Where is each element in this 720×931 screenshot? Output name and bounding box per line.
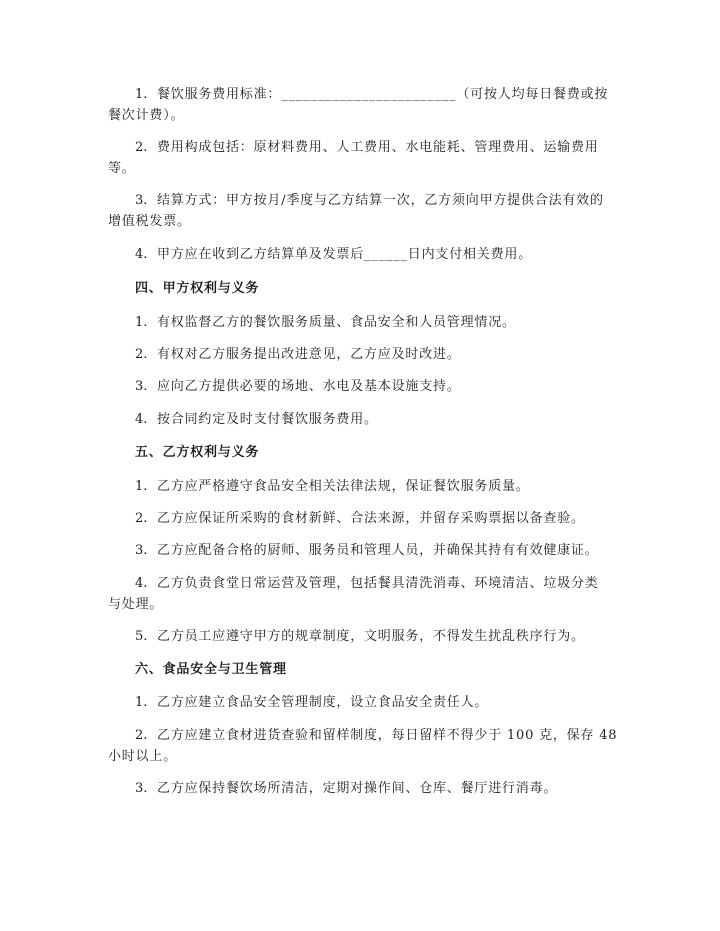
party-b-clause-4 bbox=[108, 573, 628, 615]
section-heading-party-b bbox=[108, 442, 628, 463]
clause-number: 1. bbox=[135, 87, 148, 102]
party-a-clause-4 bbox=[108, 409, 628, 430]
section-heading-food-safety bbox=[108, 659, 628, 680]
clause-text: 有权对乙方服务提出改进意见，乙方应及时改进。 bbox=[157, 347, 461, 362]
clause-text: 结算方式：甲方按月/季度与乙方结算一次，乙方须向甲方提供合法有效的 bbox=[157, 193, 604, 208]
party-b-clause-5 bbox=[108, 626, 628, 647]
clause-number: 4. bbox=[135, 247, 148, 262]
clause-number: 2. bbox=[135, 511, 148, 526]
clause-text-continued: 与处理。 bbox=[108, 597, 164, 612]
clause-text: 甲方应在收到乙方结算单及发票后______日内支付相关费用。 bbox=[157, 247, 532, 262]
clause-text: 按合同约定及时支付餐饮服务费用。 bbox=[157, 412, 378, 427]
party-b-clause-3 bbox=[108, 540, 628, 561]
clause-text: 乙方应配备合格的厨师、服务员和管理人员，并确保其持有有效健康证。 bbox=[157, 543, 599, 558]
clause-number: 2. bbox=[135, 728, 148, 743]
fee-clause-1 bbox=[108, 84, 628, 126]
clause-number: 1. bbox=[135, 695, 148, 710]
clause-number: 4. bbox=[135, 576, 148, 591]
clause-text: 乙方应建立食品安全管理制度，设立食品安全责任人。 bbox=[157, 695, 489, 710]
clause-number: 1. bbox=[135, 315, 148, 330]
clause-number: 3. bbox=[135, 379, 148, 394]
section-heading-text: 六、食品安全与卫生管理 bbox=[135, 662, 287, 677]
clause-text: 餐饮服务费用标准：________________________（可按人均每日餐费或按 bbox=[157, 87, 609, 102]
party-b-clause-1 bbox=[108, 476, 628, 497]
clause-text: 乙方应保持餐饮场所清洁，定期对操作间、仓库、餐厅进行消毒。 bbox=[157, 781, 558, 796]
fee-clause-2 bbox=[108, 137, 628, 179]
clause-number: 2. bbox=[135, 140, 148, 155]
clause-number: 5. bbox=[135, 629, 148, 644]
clause-number: 3. bbox=[135, 543, 148, 558]
party-b-clause-2 bbox=[108, 508, 628, 529]
clause-text: 乙方员工应遵守甲方的规章制度，文明服务，不得发生扰乱秩序行为。 bbox=[157, 629, 585, 644]
clause-text-continued: 餐次计费）。 bbox=[108, 108, 185, 123]
party-a-clause-2 bbox=[108, 344, 628, 365]
clause-number: 2. bbox=[135, 347, 148, 362]
clause-text: 乙方应保证所采购的食材新鲜、合法来源，并留存采购票据以备查验。 bbox=[157, 511, 585, 526]
clause-text: 乙方应严格遵守食品安全相关法律法规，保证餐饮服务质量。 bbox=[157, 479, 530, 494]
fee-clause-4 bbox=[108, 244, 628, 265]
clause-text: 有权监督乙方的餐饮服务质量、食品安全和人员管理情况。 bbox=[157, 315, 516, 330]
food-safety-clause-3 bbox=[108, 778, 628, 799]
section-heading-text: 五、乙方权利与义务 bbox=[135, 445, 260, 460]
fee-clause-3 bbox=[108, 190, 628, 232]
section-heading-party-a bbox=[108, 278, 628, 299]
clause-text: 费用构成包括：原材料费用、人工费用、水电能耗、管理费用、运输费用 bbox=[157, 140, 599, 155]
clause-text-continued: 增值税发票。 bbox=[108, 214, 191, 229]
party-a-clause-3 bbox=[108, 376, 628, 397]
clause-number: 3. bbox=[135, 781, 148, 796]
clause-text: 乙方应建立食材进货查验和留样制度，每日留样不得少于 100 克，保存 48 bbox=[157, 728, 618, 743]
party-a-clause-1 bbox=[108, 312, 628, 333]
clause-text: 乙方负责食堂日常运营及管理，包括餐具清洗消毒、环境清洁、垃圾分类 bbox=[157, 576, 599, 591]
clause-number: 1. bbox=[135, 479, 148, 494]
food-safety-clause-2 bbox=[108, 725, 628, 767]
clause-text-continued: 小时以上。 bbox=[108, 749, 178, 764]
clause-number: 4. bbox=[135, 412, 148, 427]
clause-text: 应向乙方提供必要的场地、水电及基本设施支持。 bbox=[157, 379, 461, 394]
food-safety-clause-1 bbox=[108, 692, 628, 713]
clause-text-continued: 等。 bbox=[108, 161, 136, 176]
clause-number: 3. bbox=[135, 193, 148, 208]
section-heading-text: 四、甲方权利与义务 bbox=[135, 281, 260, 296]
